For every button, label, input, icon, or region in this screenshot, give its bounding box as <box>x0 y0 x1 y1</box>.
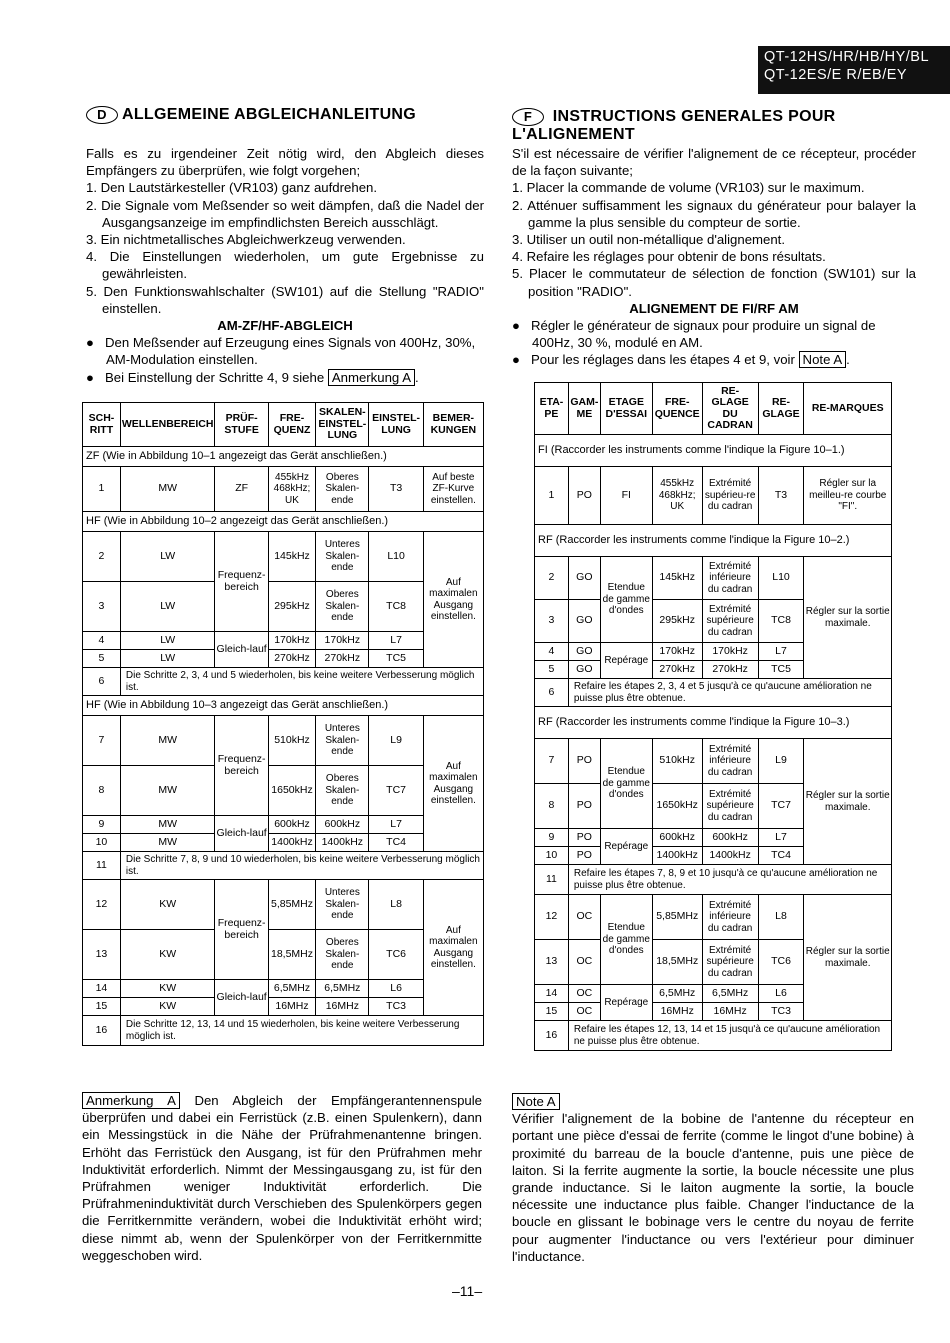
de-band-rf3: HF (Wie in Abbildung 10–3 angezeigt das Gerät anschließen.) <box>83 696 484 716</box>
table-cell: 6,5MHz <box>702 985 758 1003</box>
fr-bullet-1: ● Régler le générateur de signaux pour produire un signal de 400Hz, 30 %, modulé en AM. <box>512 318 876 351</box>
fr-step-2: 2. Atténuer suffisamment les signaux du générateur pour balayer la gamme la plus sensible du compteur de sortie. <box>512 197 916 230</box>
table-cell: 455kHz 468kHz; UK <box>652 467 702 525</box>
table-cell: Extrémité inférieure du cadran <box>702 739 758 784</box>
table-cell: 1400kHz <box>652 847 702 865</box>
de-col-dial: SKALEN-EINSTEL-LUNG <box>316 403 369 447</box>
table-cell: Die Schritte 2, 3, 4 und 5 wiederholen, bis keine weitere Verbesserung möglich ist. <box>120 668 483 696</box>
de-instructions <box>86 145 484 386</box>
fr-intro: S'il est nécessaire de vérifier l'alignement de ce récepteur, procéder de la façon suivante; <box>512 146 916 179</box>
fr-col-dial: RE-GLAGE DU CADRAN <box>702 383 758 435</box>
table-cell: L8 <box>369 880 423 930</box>
table-cell: LW <box>120 650 215 668</box>
table-cell: 16MHz <box>652 1003 702 1021</box>
table-cell: OC <box>568 895 600 940</box>
table-cell: 600kHz <box>702 829 758 847</box>
table-cell: TC5 <box>369 650 423 668</box>
table-cell: T3 <box>369 467 423 512</box>
table-cell: 9 <box>83 816 121 834</box>
de-bullet-2: ● Bei Einstellung der Schritte 4, 9 siehe Anmerkung A . <box>86 369 419 385</box>
table-cell: 170kHz <box>316 632 369 650</box>
table-cell: 2 <box>535 557 569 600</box>
de-col-step: SCH-RITT <box>83 403 121 447</box>
fr-step-5: 5. Placer le commutateur de sélection de fonction (SW101) sur la position "RADIO". <box>512 266 916 299</box>
table-cell: 12 <box>83 880 121 930</box>
table-cell: TC4 <box>369 834 423 852</box>
table-cell: L7 <box>758 643 804 661</box>
table-cell: MW <box>120 766 215 816</box>
table-cell: Etendue de gamme d'ondes <box>600 739 652 829</box>
table-cell: Extrémité inférieure du cadran <box>702 895 758 940</box>
table-cell: L6 <box>758 985 804 1003</box>
fr-title-text: INSTRUCTIONS GENERALES POUR L'ALIGNEMENT <box>512 108 836 144</box>
table-cell: FI <box>600 467 652 525</box>
de-step-3: 3. Ein nichtmetallisches Abgleichwerkzeug verwenden. <box>86 232 406 248</box>
table-cell: KW <box>120 930 215 980</box>
table-cell: Auf beste ZF-Kurve einstellen. <box>423 467 483 512</box>
table-cell: L6 <box>369 980 423 998</box>
de-subtitle: AM-ZF/HF-ABGLEICH <box>217 318 353 334</box>
table-cell: 11 <box>83 852 121 880</box>
table-cell: 6,5MHz <box>652 985 702 1003</box>
de-step-2: 2. Die Signale vom Meßsender so weit dämpfen, daß die Nadel der Ausgangsanzeige im empfindlichsten Bereich ausschlägt. <box>86 197 484 230</box>
table-cell: Oberes Skalen-ende <box>316 467 369 512</box>
table-cell: TC4 <box>758 847 804 865</box>
de-bullet-1: ● Den Meßsender auf Erzeugung eines Signals von 400Hz, 30%, AM-Modulation einstellen. <box>86 335 476 368</box>
de-col-stage: PRÜF-STUFE <box>215 403 268 447</box>
table-cell: 18,5MHz <box>652 940 702 985</box>
table-cell: PO <box>568 829 600 847</box>
table-cell: 12 <box>535 895 569 940</box>
table-cell: 16 <box>83 1016 121 1046</box>
table-cell: 3 <box>535 600 569 643</box>
table-cell: Extrémité inférieure du cadran <box>702 557 758 600</box>
de-note-text: Den Abgleich der Empfängerantennenspule überprüfen und dabei ein Ferristück (z.B. einen Spulenkern), dann ein Messingstück in die Nähe der Prüfrahmenantenne bringen. Erhöht das Ferristück den Ausgang, ist für den Prüfrahmen mehr Induktivität erforderlich. Nimmt der Messingausgang zu, ist für den Prüfrahmen weniger Induktivität erforderlich. Die Prüfrahmeninduktivität durch Verschieben des Spulenkörpers gegen die Ferritkernmitte verändern, wobei die Induktivität erhöht wird; diese nimmt ab, wenn der Spulenkörper von der Ferritkernmitte weggeschoben wird. <box>82 1093 483 1263</box>
table-cell: Refaire les étapes 12, 13, 14 et 15 jusqu'à ce qu'aucune amélioration ne puisse plus être obtenue. <box>568 1021 891 1051</box>
model-line-1: QT-12HS/HR/HB/HY/BL <box>764 49 930 65</box>
table-cell: 600kHz <box>652 829 702 847</box>
table-cell: GO <box>568 661 600 679</box>
fr-col-step: ETA-PE <box>535 383 569 435</box>
table-cell: L7 <box>369 632 423 650</box>
fr-note-text: Vérifier l'alignement de la bobine de l'antenne du récepteur en portant une pièce d'essai de ferrite (comme le lingot d'une bobine) à proximité du barreau de la boucle d'antenne, puis une pièce de laiton. Si la ferrite augmente la sortie, la boucle nécessite une plus grande inductance. Si le laiton augmente la sortie, la boucle nécessite une inductance plus faible. Changer l'inductance de la boucle en glissant le bobinage vers le centre du noyau de ferrite pour augmenter l'inductance ou vers l'extérieur pour diminuer l'inductance. <box>512 1111 914 1264</box>
table-cell: PO <box>568 847 600 865</box>
table-cell: L7 <box>758 829 804 847</box>
table-cell: Oberes Skalen-ende <box>316 766 369 816</box>
de-band-if: ZF (Wie in Abbildung 10–1 angezeigt das Gerät anschließen.) <box>83 447 484 467</box>
table-cell: 6,5MHz <box>316 980 369 998</box>
table-cell: 14 <box>83 980 121 998</box>
table-cell: 9 <box>535 829 569 847</box>
table-cell: TC7 <box>758 784 804 829</box>
table-cell: 13 <box>83 930 121 980</box>
fr-instructions <box>512 145 916 369</box>
table-cell: Repérage <box>600 829 652 865</box>
fr-col-freq: FRE-QUENCE <box>652 383 702 435</box>
table-cell: 1400kHz <box>316 834 369 852</box>
de-col-freq: FRE-QUENZ <box>268 403 315 447</box>
de-step-1: 1. Den Lautstärkesteller (VR103) ganz aufdrehen. <box>86 180 378 196</box>
fr-band-rf3: RF (Raccorder les instruments comme l'indique la Figure 10–3.) <box>535 707 892 739</box>
table-cell: Gleich-lauf <box>215 632 268 668</box>
table-cell: Auf maximalen Ausgang einstellen. <box>423 880 483 1016</box>
table-cell: PO <box>568 784 600 829</box>
table-cell: 11 <box>535 865 569 895</box>
table-cell: Frequenz-bereich <box>215 880 268 980</box>
table-cell: 5 <box>535 661 569 679</box>
table-cell: 2 <box>83 532 121 582</box>
model-number-banner <box>758 46 950 94</box>
table-cell: OC <box>568 985 600 1003</box>
fr-col-stage: ETAGE D'ESSAI <box>600 383 652 435</box>
table-cell: 510kHz <box>652 739 702 784</box>
de-note-ref: Anmerkung A <box>328 369 415 386</box>
table-cell: Oberes Skalen-ende <box>316 930 369 980</box>
fr-step-1: 1. Placer la commande de volume (VR103) sur le maximum. <box>512 180 865 196</box>
table-cell: 5,85MHz <box>652 895 702 940</box>
table-cell: MW <box>120 716 215 766</box>
table-cell: Unteres Skalen-ende <box>316 716 369 766</box>
table-cell: OC <box>568 1003 600 1021</box>
table-cell: 6 <box>535 679 569 707</box>
table-cell: 16 <box>535 1021 569 1051</box>
table-cell: 4 <box>535 643 569 661</box>
table-cell: 145kHz <box>652 557 702 600</box>
table-cell: 5,85MHz <box>268 880 315 930</box>
table-cell: MW <box>120 834 215 852</box>
table-cell: 455kHz 468kHz; UK <box>268 467 315 512</box>
table-cell: L8 <box>758 895 804 940</box>
table-cell: Frequenz-bereich <box>215 532 268 632</box>
table-cell: TC3 <box>369 998 423 1016</box>
de-intro: Falls es zu irgendeiner Zeit nötig wird, den Abgleich dieses Empfängers zu überprüfen, wie folgt vorgehen; <box>86 146 484 179</box>
de-title <box>86 106 486 124</box>
table-cell: PO <box>568 739 600 784</box>
table-cell: 16MHz <box>268 998 315 1016</box>
table-cell: TC5 <box>758 661 804 679</box>
table-cell: L7 <box>369 816 423 834</box>
fr-band-rf2: RF (Raccorder les instruments comme l'indique la Figure 10–2.) <box>535 525 892 557</box>
table-cell: TC6 <box>369 930 423 980</box>
table-cell: Extrémité supérieu-re du cadran <box>702 467 758 525</box>
table-cell: Die Schritte 12, 13, 14 und 15 wiederholen, bis keine weitere Verbesserung möglich ist. <box>120 1016 483 1046</box>
table-cell: 16MHz <box>316 998 369 1016</box>
table-cell: Régler sur la sortie maximale. <box>804 739 892 865</box>
de-col-band: WELLENBEREICH <box>120 403 215 447</box>
fr-col-adjust: RE-GLAGE <box>758 383 804 435</box>
fr-note-label: Note A <box>512 1093 560 1110</box>
table-cell: Etendue de gamme d'ondes <box>600 895 652 985</box>
table-cell: TC8 <box>369 582 423 632</box>
table-cell: Extrémité supérieure du cadran <box>702 600 758 643</box>
table-cell: Régler sur la meilleu-re courbe "FI". <box>804 467 892 525</box>
table-cell: L9 <box>369 716 423 766</box>
table-cell: 6 <box>83 668 121 696</box>
table-cell: Etendue de gamme d'ondes <box>600 557 652 643</box>
fr-subtitle: ALIGNEMENT DE FI/RF AM <box>629 300 799 316</box>
table-cell: L9 <box>758 739 804 784</box>
table-cell: 145kHz <box>268 532 315 582</box>
table-cell: 170kHz <box>702 643 758 661</box>
fr-title <box>512 108 912 144</box>
table-cell: TC8 <box>758 600 804 643</box>
table-cell: Repérage <box>600 985 652 1021</box>
table-cell: KW <box>120 880 215 930</box>
table-cell: OC <box>568 940 600 985</box>
de-col-remarks: BEMER-KUNGEN <box>423 403 483 447</box>
table-cell: 270kHz <box>316 650 369 668</box>
table-cell: Frequenz-bereich <box>215 716 268 816</box>
fr-note-ref: Note A <box>799 351 847 368</box>
table-cell: Extrémité supérieure du cadran <box>702 940 758 985</box>
table-cell: 3 <box>83 582 121 632</box>
table-cell: MW <box>120 816 215 834</box>
table-cell: 7 <box>535 739 569 784</box>
table-cell: Régler sur la sortie maximale. <box>804 557 892 679</box>
table-cell: 1650kHz <box>268 766 315 816</box>
fr-step-3: 3. Utiliser un outil non-métallique d'alignement. <box>512 232 786 248</box>
table-cell: 4 <box>83 632 121 650</box>
table-cell: Refaire les étapes 2, 3, 4 et 5 jusqu'à ce qu'aucune amélioration ne puisse plus être obtenue. <box>568 679 891 707</box>
table-cell: TC3 <box>758 1003 804 1021</box>
table-cell: TC6 <box>758 940 804 985</box>
page-number: –11– <box>452 1283 483 1299</box>
table-cell: Auf maximalen Ausgang einstellen. <box>423 532 483 668</box>
table-cell: ZF <box>215 467 268 512</box>
table-cell: Repérage <box>600 643 652 679</box>
fr-bullet-2: ● Pour les réglages dans les étapes 4 et 9, voir Note A . <box>512 352 850 368</box>
table-cell: LW <box>120 532 215 582</box>
table-cell: Unteres Skalen-ende <box>316 880 369 930</box>
table-cell: 15 <box>83 998 121 1016</box>
table-cell: 10 <box>83 834 121 852</box>
table-cell: GO <box>568 600 600 643</box>
table-cell: 16MHz <box>702 1003 758 1021</box>
fr-col-band: GAM-ME <box>568 383 600 435</box>
fr-band-if: FI (Raccorder les instruments comme l'indique la Figure 10–1.) <box>535 435 892 467</box>
de-col-adjust: EINSTEL-LUNG <box>369 403 423 447</box>
table-cell: 1400kHz <box>702 847 758 865</box>
table-cell: 6,5MHz <box>268 980 315 998</box>
table-cell: 18,5MHz <box>268 930 315 980</box>
table-cell: 270kHz <box>702 661 758 679</box>
table-cell: 1400kHz <box>268 834 315 852</box>
table-cell: PO <box>568 467 600 525</box>
table-cell: L10 <box>369 532 423 582</box>
table-cell: Gleich-lauf <box>215 816 268 852</box>
table-cell: T3 <box>758 467 804 525</box>
table-cell: 14 <box>535 985 569 1003</box>
table-cell: LW <box>120 632 215 650</box>
table-cell: 7 <box>83 716 121 766</box>
table-cell: 270kHz <box>652 661 702 679</box>
table-cell: 295kHz <box>268 582 315 632</box>
table-cell: Extrémité supérieure du cadran <box>702 784 758 829</box>
table-cell: 8 <box>535 784 569 829</box>
table-cell: KW <box>120 980 215 998</box>
de-note-a <box>82 1092 482 1264</box>
table-cell: 600kHz <box>316 816 369 834</box>
table-cell: Die Schritte 7, 8, 9 und 10 wiederholen, bis keine weitere Verbesserung möglich ist. <box>120 852 483 880</box>
table-cell: GO <box>568 557 600 600</box>
table-cell: 170kHz <box>268 632 315 650</box>
de-step-5: 5. Den Funktionswahlschalter (SW101) auf die Stellung "RADIO" einstellen. <box>86 283 484 316</box>
table-cell: 600kHz <box>268 816 315 834</box>
table-cell: 1650kHz <box>652 784 702 829</box>
table-cell: 13 <box>535 940 569 985</box>
table-cell: Oberes Skalen-ende <box>316 582 369 632</box>
fr-col-remarks: RE-MARQUES <box>804 383 892 435</box>
table-cell: 295kHz <box>652 600 702 643</box>
table-cell: KW <box>120 998 215 1016</box>
table-cell: MW <box>120 467 215 512</box>
table-cell: 510kHz <box>268 716 315 766</box>
table-cell: LW <box>120 582 215 632</box>
table-cell: Gleich-lauf <box>215 980 268 1016</box>
table-cell: Auf maximalen Ausgang einstellen. <box>423 716 483 852</box>
fr-note-a <box>512 1093 914 1265</box>
fr-step-4: 4. Refaire les réglages pour obtenir de bons résultats. <box>512 249 826 265</box>
de-alignment-table <box>82 402 484 1046</box>
de-band-rf2: HF (Wie in Abbildung 10–2 angezeigt das Gerät anschließen.) <box>83 512 484 532</box>
de-note-label: Anmerkung A <box>82 1092 180 1109</box>
table-cell: Unteres Skalen-ende <box>316 532 369 582</box>
table-cell: TC7 <box>369 766 423 816</box>
de-step-4: 4. Die Einstellungen wiederholen, um gute Ergebnisse zu gewährleisten. <box>86 249 484 282</box>
fr-language-badge: F <box>512 108 544 126</box>
model-line-2: QT-12ES/E R/EB/EY <box>764 67 908 83</box>
table-cell: 8 <box>83 766 121 816</box>
table-cell: 10 <box>535 847 569 865</box>
table-cell: Régler sur la sortie maximale. <box>804 895 892 1021</box>
table-cell: 270kHz <box>268 650 315 668</box>
table-cell: 15 <box>535 1003 569 1021</box>
table-cell: 1 <box>535 467 569 525</box>
table-cell: 170kHz <box>652 643 702 661</box>
table-cell: 1 <box>83 467 121 512</box>
table-cell: Refaire les étapes 7, 8, 9 et 10 jusqu'à ce qu'aucune amélioration ne puisse plus être obtenue. <box>568 865 891 895</box>
table-cell: 5 <box>83 650 121 668</box>
de-title-text: ALLGEMEINE ABGLEICHANLEITUNG <box>122 106 417 124</box>
de-language-badge: D <box>86 106 118 124</box>
table-cell: L10 <box>758 557 804 600</box>
fr-alignment-table <box>534 382 892 1051</box>
table-cell: GO <box>568 643 600 661</box>
